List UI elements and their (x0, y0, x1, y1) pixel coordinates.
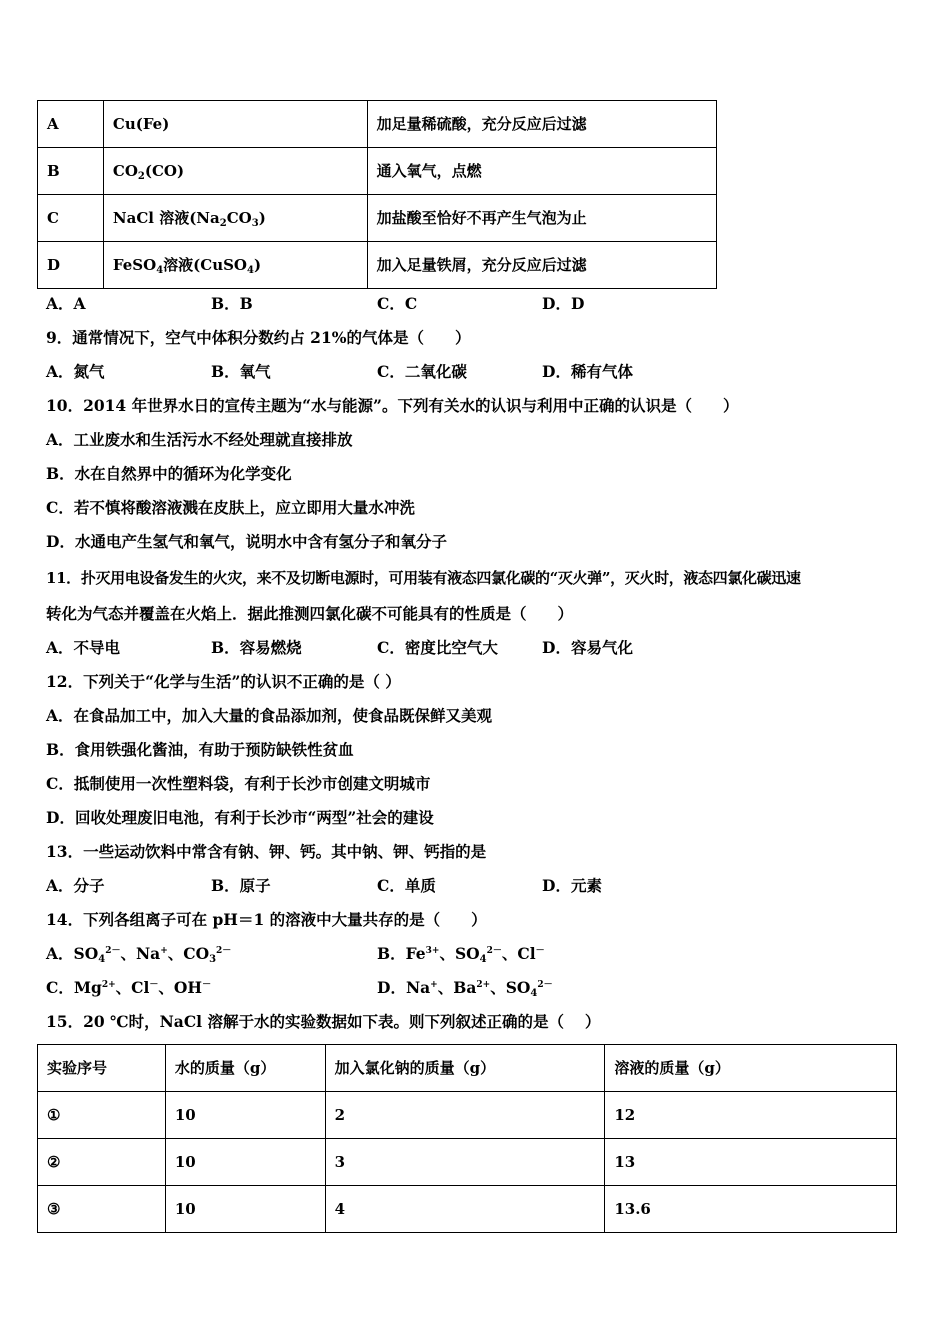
q9-stem: 9．通常情况下，空气中体积分数约占 21%的气体是（ ） (46, 328, 471, 347)
table-cell: 13 (605, 1139, 897, 1186)
table-cell: 10 (165, 1139, 325, 1186)
table-cell: 12 (605, 1092, 897, 1139)
q14-option-b: B．$Fe^{3+}$、$SO_4^{2-}$、Cl－ (377, 944, 545, 965)
table-cell: 13.6 (605, 1186, 897, 1233)
table-row (38, 1092, 897, 1139)
row-label: C (38, 195, 104, 242)
method-cell: 加盐酸至恰好不再产生气泡为止 (367, 195, 716, 242)
q14-stem: 14．下列各组离子可在 pH＝1 的溶液中大量共存的是（ ） (46, 910, 487, 929)
q13-option-b: B．原子 (211, 876, 271, 895)
q8-option-d: D．D (542, 294, 585, 313)
q9-option-d: D．稀有气体 (542, 362, 633, 381)
table-cell: 3 (325, 1139, 605, 1186)
options-table (37, 100, 717, 289)
table-cell: 10 (165, 1092, 325, 1139)
q9-option-c: C．二氧化碳 (377, 362, 467, 381)
column-header: 溶液的质量（g） (605, 1045, 897, 1092)
q10-option-d: D．水通电产生氢气和氧气，说明水中含有氢分子和氧分子 (46, 532, 447, 551)
q14-option-c: C．$Mg^{2+}$、Cl－、OH－ (46, 978, 212, 997)
q11-option-a: A．不导电 (46, 638, 121, 657)
table-cell: 10 (165, 1186, 325, 1233)
q8-option-a: A．A (46, 294, 86, 313)
table-row (38, 101, 717, 148)
q13-option-d: D．元素 (542, 876, 602, 895)
q10-option-b: B．水在自然界中的循环为化学变化 (46, 464, 292, 483)
row-label: B (38, 148, 104, 195)
row-label: D (38, 242, 104, 289)
table-cell: 2 (325, 1092, 605, 1139)
q10-stem: 10．2014 年世界水日的宣传主题为“水与能源”。下列有关水的认识与利用中正确的认识是（ ） (46, 396, 739, 415)
column-header: 实验序号 (38, 1045, 166, 1092)
q14-option-d: D．Na+、$Ba^{2+}$、$SO_4^{2-}$ (377, 978, 553, 999)
column-header: 加入氯化钠的质量（g） (325, 1045, 605, 1092)
q15-stem: 15．20 ℃时，NaCl 溶解于水的实验数据如下表。则下列叙述正确的是（ ） (46, 1012, 601, 1031)
q11-option-d: D．容易气化 (542, 638, 633, 657)
table-row (38, 1186, 897, 1233)
q13-stem: 13．一些运动饮料中常含有钠、钾、钙。其中钠、钾、钙指的是 (46, 842, 487, 861)
q12-option-d: D．回收处理废旧电池，有利于长沙市“两型”社会的建设 (46, 808, 434, 827)
q11-stem-line1: 11．扑灭用电设备发生的火灾，来不及切断电源时，可用装有液态四氯化碳的“灭火弹”，灭火时，液态四氯化碳迅速 (46, 569, 801, 587)
experiment-table (37, 1044, 897, 1233)
table-cell: ③ (38, 1186, 166, 1233)
q9-option-a: A．氮气 (46, 362, 105, 381)
column-header: 水的质量（g） (165, 1045, 325, 1092)
row-label: A (38, 101, 104, 148)
q10-option-c: C．若不慎将酸溶液溅在皮肤上，应立即用大量水冲洗 (46, 498, 415, 517)
q9-option-b: B．氧气 (211, 362, 271, 381)
substance-cell: Cu(Fe) (103, 101, 367, 148)
q12-option-a: A．在食品加工中，加入大量的食品添加剂，使食品既保鲜又美观 (46, 706, 493, 725)
q12-stem: 12．下列关于“化学与生活”的认识不正确的是（ ） (46, 672, 401, 691)
table-row (38, 1139, 897, 1186)
substance-cell: NaCl 溶液$(Na_2CO_3)$ (103, 195, 367, 242)
q11-option-b: B．容易燃烧 (211, 638, 302, 657)
q8-option-c: C．C (377, 294, 418, 313)
table-row (38, 148, 717, 195)
substance-cell: $CO_2(CO)$ (103, 148, 367, 195)
table-header-row (38, 1045, 897, 1092)
method-cell: 加入足量铁屑，充分反应后过滤 (367, 242, 716, 289)
q8-option-b: B．B (211, 294, 253, 313)
q11-stem-line2: 转化为气态并覆盖在火焰上．据此推测四氯化碳不可能具有的性质是（ ） (46, 604, 574, 623)
table-cell: ① (38, 1092, 166, 1139)
q10-option-a: A．工业废水和生活污水不经处理就直接排放 (46, 430, 353, 449)
method-cell: 通入氧气，点燃 (367, 148, 716, 195)
table-cell: ② (38, 1139, 166, 1186)
method-cell: 加足量稀硫酸，充分反应后过滤 (367, 101, 716, 148)
q13-option-a: A．分子 (46, 876, 105, 895)
q14-option-a: A．$SO_4^{2-}$、Na+、$CO_3^{2-}$ (46, 944, 232, 965)
q13-option-c: C．单质 (377, 876, 436, 895)
table-cell: 4 (325, 1186, 605, 1233)
substance-cell: FeSO$_4$溶液(CuSO$_4$) (103, 242, 367, 289)
q12-option-c: C．抵制使用一次性塑料袋，有利于长沙市创建文明城市 (46, 774, 431, 793)
q11-option-c: C．密度比空气大 (377, 638, 498, 657)
table-row (38, 195, 717, 242)
q12-option-b: B．食用铁强化酱油，有助于预防缺铁性贫血 (46, 740, 354, 759)
table-row (38, 242, 717, 289)
